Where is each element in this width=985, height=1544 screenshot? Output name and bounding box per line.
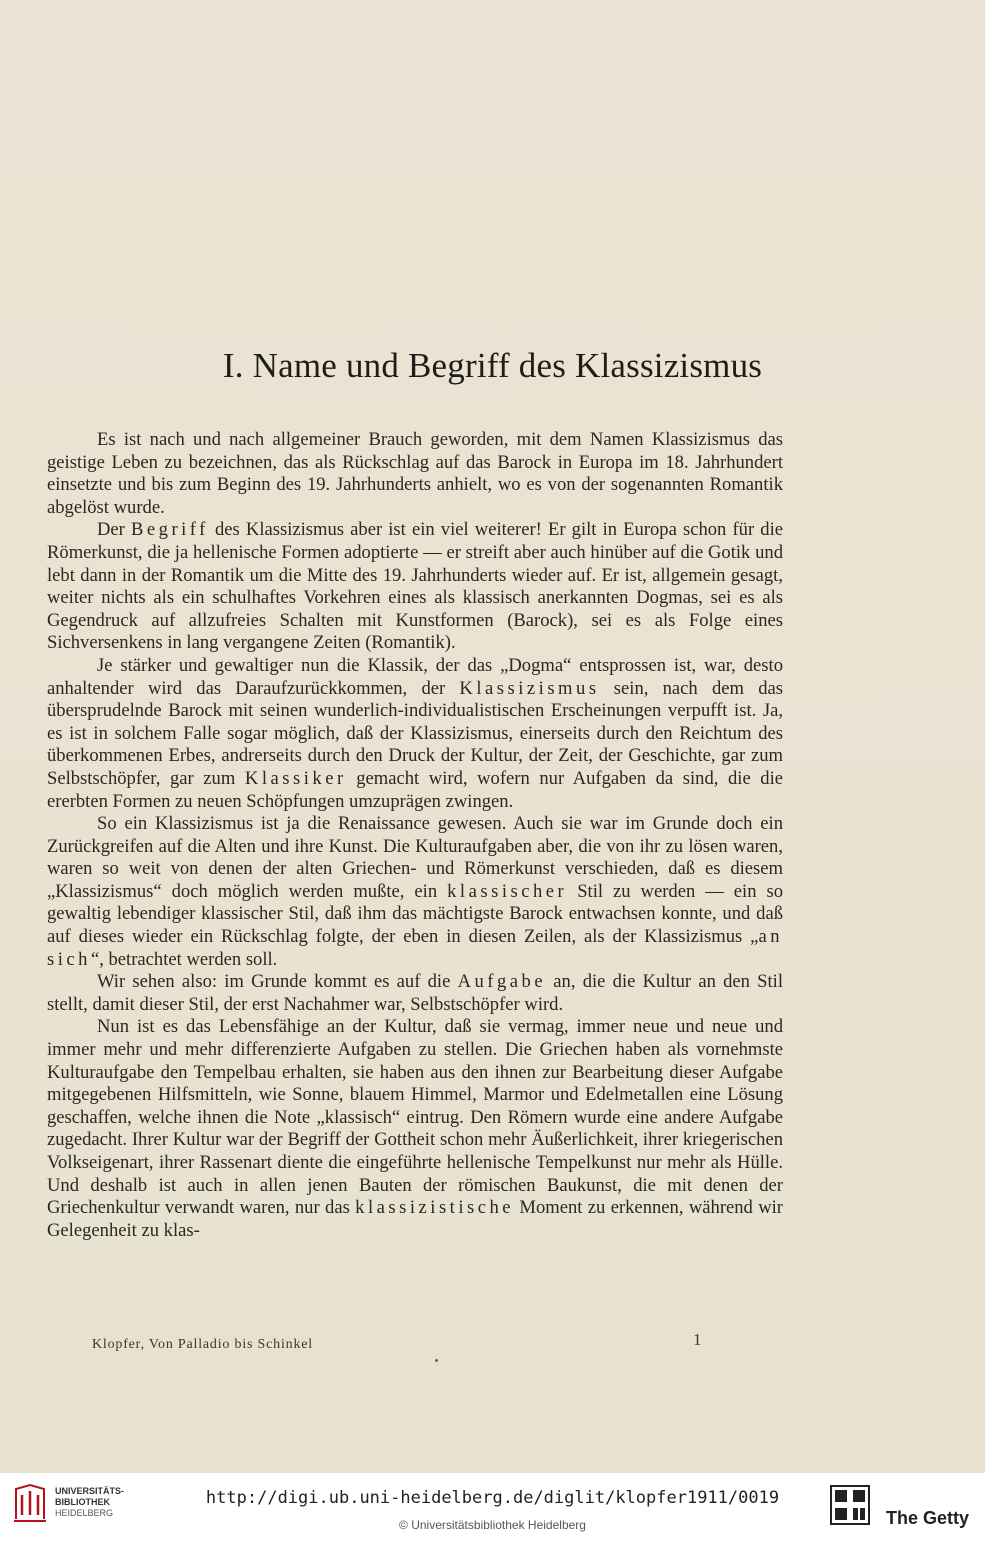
text-run: Stil zu werden — ein so gewaltig lebendiger klassischer Stil, daß ihm das mächtigste Barock entwachsen konnte, und daß auf dieses wieder ein Rückschlag folgte, der eben in diesen Zeilen, als der Klassizismus „ — [47, 880, 784, 948]
spaced-emphasis: Begriff — [131, 519, 209, 541]
spaced-emphasis: an sich — [47, 926, 783, 970]
paragraph — [47, 519, 783, 655]
text-run: Wir sehen also: im Grunde kommt es auf die — [97, 971, 458, 993]
getty-logo-icon[interactable] — [829, 1484, 871, 1528]
library-line: HEIDELBERG — [55, 1508, 114, 1518]
print-speck — [435, 1359, 438, 1362]
body-text — [47, 429, 783, 1242]
text-run: sein, nach dem das übersprudelnde Barock mit seinen wunderlich-individualistischen Erscheinungen verpufft ist. Ja, es ist in solchem Falle sogar möglich, daß der Klassizismus, einerseits durch den Reichtum des überkommenen Erbes, andrerseits durch den Druck der Kultur, der Zeit, der Geschichte, gar zum Selbstschöpfer, gar zum — [47, 677, 783, 789]
text-run: “, betrachtet werden soll. — [90, 948, 278, 970]
spaced-emphasis: Klassizismus — [459, 677, 600, 699]
spaced-emphasis: Aufgabe — [457, 971, 547, 993]
page-number: 1 — [693, 1330, 702, 1349]
library-line: BIBLIOTHEK — [55, 1497, 110, 1507]
paragraph — [47, 813, 783, 971]
signature-line: Klopfer, Von Palladio bis Schinkel — [92, 1337, 313, 1352]
getty-name: The Getty — [886, 1508, 970, 1528]
text-run: Der — [97, 519, 131, 541]
library-line: UNIVERSITÄTS- — [55, 1486, 125, 1496]
paragraph — [47, 1016, 783, 1242]
text-run: Nun ist es das Lebensfähige an der Kultur, daß sie vermag, immer neue und neue und immer mehr und mehr differenzierte Aufgaben zu stellen. Die Griechen haben als vornehmste Kulturaufgabe den Tempelbau erhalten, sie haben aus den ihnen zur Bearbeitung dieser Aufgabe mitgegebenen Hilfsmitteln, wie Sonne, blauem Himmel, Marmor und Edelmetallen eine Lösung geschaffen, welche ihnen die Note „klassisch“ eintrug. Den Römern wurde eine andere Aufgabe zugedacht. Ihrer Kultur war der Begriff der Gottheit schon mehr Äußerlichkeit, ihrer kriegerischen Volkseigenart, ihrer Rassenart diente die eingeführte hellenische Tempelkunst nur mehr als Hülle. Und deshalb ist auch in allen jenen Bauten der römischen Baukunst, die mit denen der Griechenkultur verwandt waren, nur das — [47, 1016, 783, 1219]
spaced-emphasis: Klassiker — [244, 767, 347, 789]
copyright-notice: © Universitätsbibliothek Heidelberg — [399, 1518, 586, 1532]
text-run: des Klassizismus aber ist ein viel weiterer! Er gilt in Europa schon für die Römerkunst, die ja hellenische Formen adoptierte — er streift aber auch hinüber auf die Gotik und lebt dann in der Romantik um die Mitte des 19. Jahrhunderts wieder auf. Er ist, allgemein gesagt, weiter nichts als ein schulhaftes Vorkehren eines als klassisch anerkannten Dogmas, sei es als Gegendruck auf allzufreies Schalten mit Kunstformen (Barock), sei es als Folge eines Sichversenkens in lang vergangene Zeiten (Romantik). — [47, 519, 783, 654]
text-run: Moment zu erkennen, während wir Gelegenheit zu klas- — [47, 1197, 783, 1241]
chapter-heading: I. Name und Begriff des Klassizismus — [222, 346, 763, 385]
spaced-emphasis: klassischer — [447, 880, 568, 902]
text-run: gemacht wird, wofern nur Aufgaben da sind, die die ererbten Formen zu neuen Schöpfungen umzuprägen zwingen. — [47, 767, 784, 812]
permalink-url[interactable]: http://digi.ub.uni-heidelberg.de/diglit/klopfer1911/0019 — [205, 1488, 780, 1508]
paragraph — [47, 655, 783, 813]
text-run: So ein Klassizismus ist ja die Renaissance gewesen. Auch sie war im Grunde doch ein Zurückgreifen auf die Alten und ihre Kunst. Die Kulturaufgaben aber, die von ihr zu lösen waren, waren so weit von denen der alten Griechen- und Römerkunst verschieden, daß es diesem „Klassizismus“ doch möglich werden mußte, ein — [47, 813, 783, 902]
text-run: an, die die Kultur an den Stil stellt, damit dieser Stil, der erst Nachahmer war, Selbstschöpfer wird. — [47, 971, 783, 1015]
spaced-emphasis: klassizistische — [355, 1197, 515, 1219]
paragraph — [47, 971, 783, 1016]
text-run: Es ist nach und nach allgemeiner Brauch geworden, mit dem Namen Klassizismus das geistige Leben zu bezeichnen, das als Rückschlag auf das Barock in Europa im 18. Jahrhundert einsetzte und bis zum Beginn des 19. Jahrhunderts anhielt, wo es von der sogenannten Romantik abgelöst wurde. — [47, 429, 783, 518]
text-run: Je stärker und gewaltiger nun die Klassik, der das „Dogma“ entsprossen ist, war, desto anhaltender wird das Daraufzurückkommen, der — [47, 654, 783, 699]
paragraph — [47, 429, 783, 519]
